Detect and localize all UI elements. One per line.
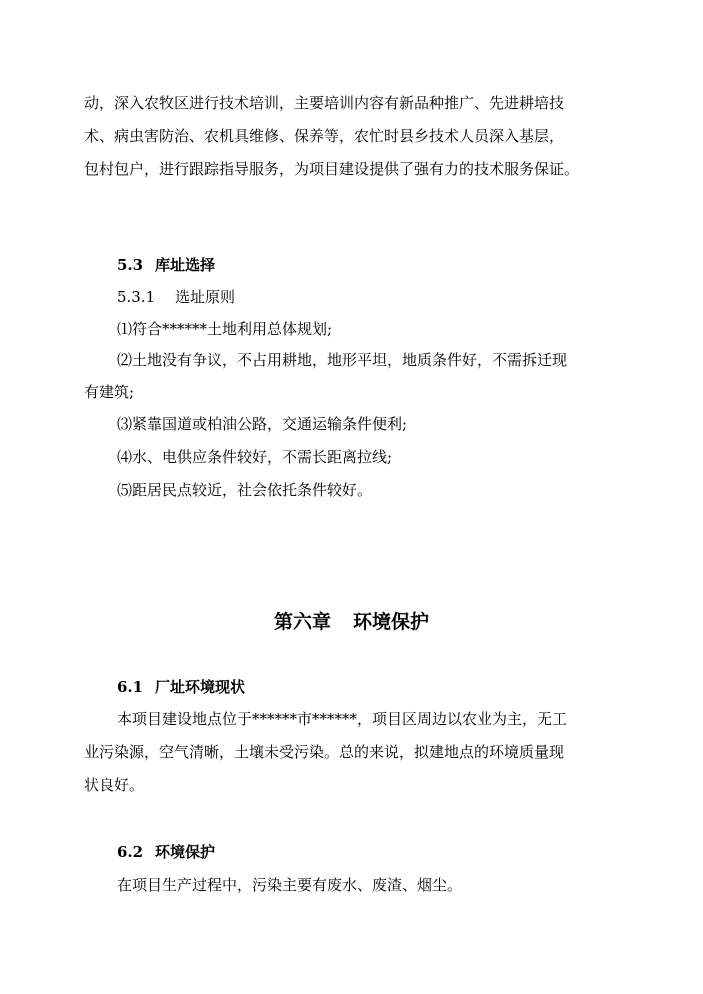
intro-line: 包村包户，进行跟踪指导服务，为项目建设提供了强有力的技术服务保证。 [84, 160, 580, 178]
intro-line: 术、病虫害防治、农机具维修、保养等，农忙时县乡技术人员深入基层， [84, 127, 565, 145]
list-item: ⑵土地没有争议，不占用耕地，地形平坦，地质条件好，不需拆迁现 [117, 351, 568, 369]
paragraph-line: 业污染源，空气清晰，土壤未受污染。总的来说，拟建地点的环境质量现 [84, 743, 565, 761]
section-heading-6-1 [117, 678, 245, 696]
list-item: ⑸距居民点较近，社会依托条件较好。 [117, 481, 373, 499]
list-item: ⑶紧靠国道或柏油公路，交通运输条件便利; [117, 415, 408, 433]
subsection-heading-5-3-1 [117, 288, 235, 306]
section-heading-6-2 [117, 843, 215, 861]
list-item: ⑷水、电供应条件较好，不需长距离拉线; [117, 448, 393, 466]
paragraph-line: 在项目生产过程中，污染主要有废水、废渣、烟尘。 [117, 876, 463, 894]
subsection-title: 选址原则 [175, 288, 236, 306]
section-title: 厂址环境现状 [155, 678, 246, 696]
list-item-continuation: 有建筑; [84, 383, 135, 401]
section-title: 环境保护 [155, 843, 216, 861]
chapter-label: 第六章 [273, 611, 331, 633]
intro-line: 动，深入农牧区进行技术培训，主要培训内容有新品种推广、先进耕培技 [84, 94, 565, 112]
list-item: ⑴符合******土地利用总体规划; [117, 320, 333, 338]
subsection-number: 5.3.1 [117, 288, 156, 306]
paragraph-line: 状良好。 [84, 776, 145, 794]
section-number: 6.1 [117, 678, 144, 696]
section-number: 6.2 [117, 843, 144, 861]
section-title: 库址选择 [155, 256, 216, 274]
paragraph-line: 本项目建设地点位于******市******，项目区周边以农业为主，无工 [117, 710, 568, 728]
section-number: 5.3 [117, 256, 144, 274]
chapter-title [0, 607, 703, 634]
chapter-name: 环境保护 [353, 611, 430, 633]
section-heading-5-3 [117, 256, 215, 274]
